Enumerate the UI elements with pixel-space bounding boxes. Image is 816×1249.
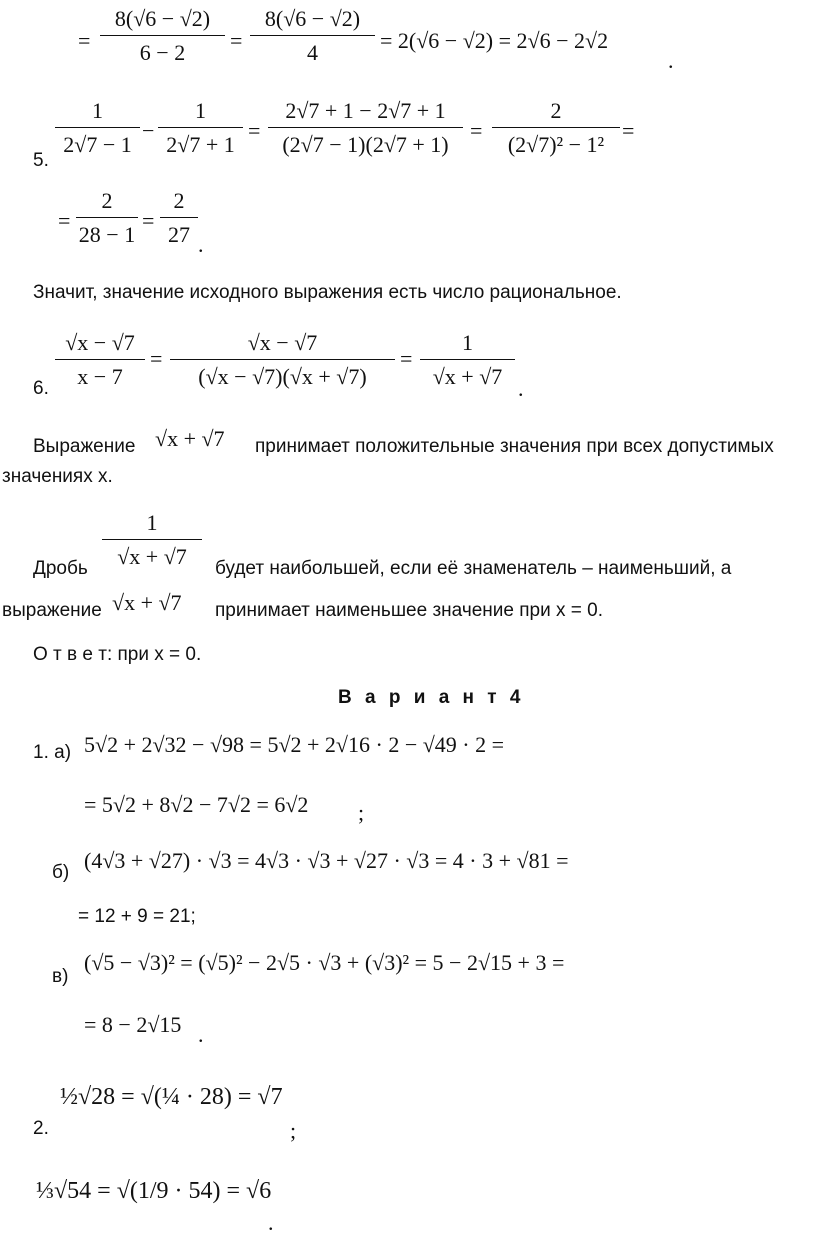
- denominator: 2√7 + 1: [166, 132, 235, 157]
- fraction: [55, 330, 145, 390]
- denominator: 4: [307, 40, 318, 65]
- period: .: [518, 376, 524, 401]
- denominator: √x + √7: [432, 364, 503, 389]
- text: будет наибольшей, если её знаменатель – наименьший, а: [215, 558, 732, 579]
- numerator: 2: [492, 98, 620, 128]
- denominator: (√x − √7)(√x + √7): [198, 364, 367, 389]
- item-label: 1. а): [33, 742, 72, 763]
- semicolon: ;: [358, 800, 365, 825]
- text: принимает наименьшее значение при x = 0.: [215, 600, 603, 621]
- numerator: √x − √7: [55, 330, 145, 360]
- expression: √x + √7: [155, 426, 225, 451]
- expression: 5√2 + 2√32 − √98 = 5√2 + 2√16 · 2 − √49 · 2 =: [84, 732, 505, 757]
- fraction: [55, 98, 140, 158]
- expression: = 2(√6 − √2) = 2√6 − 2√2: [380, 28, 609, 53]
- fraction: [268, 98, 463, 158]
- numerator: 1: [55, 98, 140, 128]
- denominator: (2√7 − 1)(2√7 + 1): [282, 132, 449, 157]
- fraction-1: [100, 6, 225, 66]
- numerator: 8(√6 − √2): [100, 6, 225, 36]
- fraction: [420, 330, 515, 390]
- text: Выражение: [33, 436, 136, 457]
- text: выражение: [2, 600, 102, 621]
- fraction: [492, 98, 620, 158]
- eq-sign: =: [78, 28, 91, 53]
- denominator: 27: [168, 222, 190, 247]
- answer-text: О т в е т: при x = 0.: [33, 644, 202, 665]
- text: Дробь: [33, 558, 88, 579]
- numerator: 2: [76, 188, 138, 218]
- fraction: [102, 510, 202, 570]
- eq-sign: =: [622, 118, 635, 143]
- numerator: 8(√6 − √2): [250, 6, 375, 36]
- denominator: x − 7: [77, 364, 123, 389]
- item-label: в): [52, 966, 69, 987]
- period: .: [198, 232, 204, 257]
- section-heading: В а р и а н т 4: [338, 687, 525, 708]
- problem-6-label: 6.: [33, 378, 49, 399]
- text: принимает положительные значения при всех допустимых: [255, 436, 774, 457]
- problem-5-label: 5.: [33, 150, 49, 171]
- eq-sign: =: [470, 118, 483, 143]
- fraction: [76, 188, 138, 248]
- denominator: 2√7 − 1: [63, 132, 132, 157]
- numerator: 1: [420, 330, 515, 360]
- fraction: [160, 188, 198, 248]
- denominator: (2√7)² − 1²: [507, 132, 605, 157]
- eq-sign: =: [248, 118, 261, 143]
- denominator: 6 − 2: [139, 40, 186, 65]
- eq-sign: =: [150, 346, 163, 371]
- expression: ½√28 = √(¼ · 28) = √7: [60, 1084, 283, 1110]
- period: .: [198, 1022, 204, 1047]
- fraction-2: [250, 6, 375, 66]
- denominator: √x + √7: [117, 544, 187, 569]
- expression: = 12 + 9 = 21;: [78, 906, 196, 927]
- eq-sign: =: [58, 208, 71, 233]
- eq-sign: =: [230, 28, 243, 53]
- eq-sign: =: [400, 346, 413, 371]
- minus-sign: −: [142, 118, 155, 143]
- numerator: 1: [102, 510, 202, 540]
- conclusion-text: Значит, значение исходного выражения есть число рациональное.: [33, 282, 622, 303]
- expression: = 5√2 + 8√2 − 7√2 = 6√2: [84, 792, 309, 817]
- item-label: б): [52, 862, 70, 883]
- semicolon: ;: [290, 1118, 297, 1143]
- period: .: [668, 48, 674, 73]
- item-label: 2.: [33, 1118, 49, 1139]
- expression: √x + √7: [112, 590, 182, 615]
- fraction: [158, 98, 243, 158]
- expression: = 8 − 2√15: [84, 1012, 182, 1037]
- expression: ⅓√54 = √(1/9 · 54) = √6: [36, 1178, 272, 1204]
- expression: (√5 − √3)² = (√5)² − 2√5 · √3 + (√3)² = 5 − 2√15 + 3 =: [84, 950, 565, 975]
- eq-sign: =: [142, 208, 155, 233]
- numerator: 2√7 + 1 − 2√7 + 1: [268, 98, 463, 128]
- period: .: [268, 1210, 274, 1235]
- expression: (4√3 + √27) · √3 = 4√3 · √3 + √27 · √3 = 4 · 3 + √81 =: [84, 848, 569, 873]
- numerator: 2: [160, 188, 198, 218]
- denominator: 28 − 1: [78, 222, 136, 247]
- numerator: √x − √7: [170, 330, 395, 360]
- fraction: [170, 330, 395, 390]
- text: значениях x.: [2, 466, 113, 487]
- numerator: 1: [158, 98, 243, 128]
